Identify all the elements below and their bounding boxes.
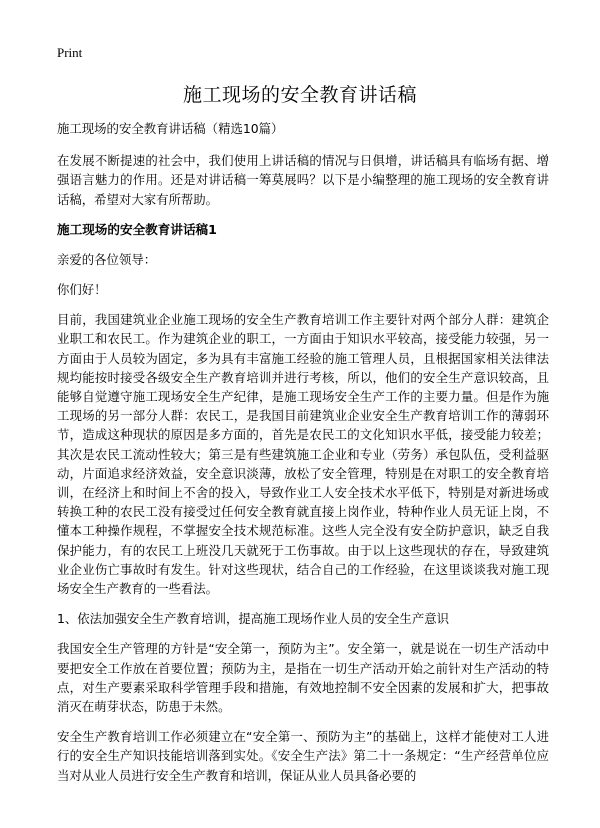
print-link[interactable]: Print (57, 45, 83, 60)
section-heading: 施工现场的安全教育讲话稿1 (57, 221, 217, 237)
intro-paragraph: 在发展不断提速的社会中，我们使用上讲话稿的情况与日俱增，讲话稿具有临场有据、增强语言魅力的作用。还是对讲话稿一筹莫展吗？以下是小编整理的施工现场的安全教育讲话稿，希望对大家有所帮助。 (57, 153, 549, 207)
page-title: 施工现场的安全教育讲话稿 (182, 84, 417, 106)
document-body (57, 119, 549, 796)
greeting-line: 亲爱的各位领导： (57, 251, 157, 267)
point-heading-1: 1、依法加强安全生产教育培训，提高施工现场作业人员的安全生产意识 (57, 611, 449, 627)
document-subtitle: 施工现场的安全教育讲话稿（精选10篇） (57, 121, 284, 136)
body-paragraph-2: 我国安全生产管理的方针是“安全第一，预防为主”。安全第一，就是说在一切生产活动中要把安全工作放在首要位置；预防为主，是指在一切生产活动开始之前针对生产活动的特点，对生产要素采取科学管理手段和措施，有效地控制不安全因素的发展和扩大，把事故消灭在萌芽状态，防患于未然。 (57, 641, 549, 715)
body-paragraph-1: 目前，我国建筑业企业施工现场的安全生产教育培训工作主要针对两个部分人群：建筑企业职工和农民工。作为建筑企业的职工，一方面由于知识水平较高，接受能力较强，另一方面由于人员较为固定，多为具有丰富施工经验的施工管理人员，且根据国家相关法律法规均能按时接受各级安全生产教育培训并进行考核，所以，他们的安全生产意识较高，且能够自觉遵守施工现场安全生产纪律，是施工现场安全生产工作的主要力量。但是作为施工现场的另一部分人群：农民工，是我国目前建筑业企业安全生产教育培训工作的薄弱环节，造成这种现状的原因是多方面的，首先是农民工的文化知识水平低，接受能力较差；其次是农民工流动性较大；第三是有些建筑施工企业和专业（劳务）承包队伍，受利益驱动，片面追求经济效益，安全意识淡薄，放松了安全管理，特别是在对职工的安全教育培训，在经济上和时间上不舍的投入，导致作业工人安全技术水平低下，特别是对新进场或转换工种的农民工没有接受过任何安全教育就直接上岗作业，特种作业人员无证上岗，不懂本工种操作规程，不掌握安全技术规范标准。这些人完全没有安全防护意识，缺乏自我保护能力，有的农民工上班没几天就死于工伤事故。由于以上这些现状的存在，导致建筑业企业伤亡事故时有发生。针对这些现状，结合自己的工作经验，在这里谈谈我对施工现场安全生产教育的一些看法。 (57, 312, 549, 597)
salutation-line: 你们好！ (57, 282, 107, 298)
body-paragraph-3: 安全生产教育培训工作必须建立在“安全第一、预防为主”的基础上，这样才能使对工人进行的安全生产知识技能培训落到实处。《安全生产法》第二十一条规定：“生产经营单位应当对从业人员进行安全生产教育和培训，保证从业人员具备必要的 (57, 729, 549, 783)
